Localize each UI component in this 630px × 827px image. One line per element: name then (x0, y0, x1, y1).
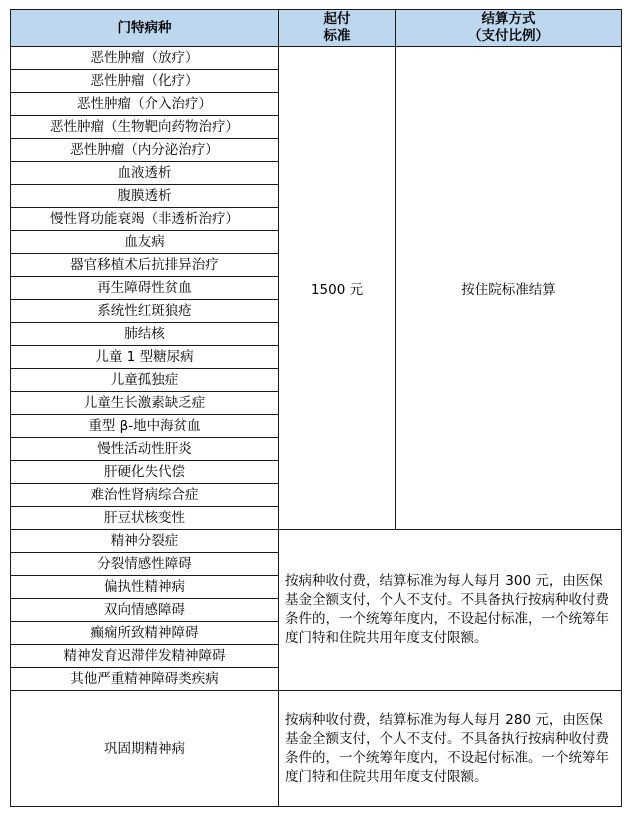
header-row (11, 10, 622, 47)
disease-cell: 儿童孤独症 (11, 369, 279, 392)
header-settlement (396, 10, 622, 47)
header-settlement-line2: （支付比例） (468, 28, 549, 44)
disease-cell: 血液透析 (11, 162, 279, 185)
disease-cell: 儿童生长激素缺乏症 (11, 392, 279, 415)
disease-cell: 慢性活动性肝炎 (11, 438, 279, 461)
disease-cell: 系统性红斑狼疮 (11, 300, 279, 323)
disease-cell: 精神发育迟滞伴发精神障碍 (11, 645, 279, 668)
policy-table (10, 9, 622, 807)
header-threshold-line1: 起付 (323, 11, 351, 27)
header-threshold (279, 10, 396, 47)
table-row (11, 691, 622, 807)
disease-cell: 巩固期精神病 (11, 691, 279, 807)
disease-cell: 精神分裂症 (11, 530, 279, 553)
header-threshold-line2: 标准 (323, 28, 351, 44)
disease-cell: 癫痫所致精神障碍 (11, 622, 279, 645)
header-settlement-line1: 结算方式 (481, 11, 536, 27)
table-row (11, 47, 622, 70)
disease-cell: 恶性肿瘤（内分泌治疗） (11, 139, 279, 162)
disease-cell: 恶性肿瘤（介入治疗） (11, 93, 279, 116)
settlement-description: 按病种收付费，结算标准为每人每月 280 元，由医保基金全额支付，个人不支付。不具备执行按病种收付费条件的，一个统筹年度内，不设起付标准。一个统筹年度门特和住院共用年度支付限额。 (279, 691, 622, 807)
settlement-description: 按病种收付费，结算标准为每人每月 300 元，由医保基金全额支付，个人不支付。不具备执行按病种收付费条件的，一个统筹年度内，不设起付标准，一个统筹年度门特和住院共用年度支付限额。 (279, 530, 622, 691)
disease-cell: 双向情感障碍 (11, 599, 279, 622)
disease-cell: 恶性肿瘤（化疗） (11, 70, 279, 93)
disease-cell: 肝豆状核变性 (11, 507, 279, 530)
disease-cell: 恶性肿瘤（生物靶向药物治疗） (11, 116, 279, 139)
disease-cell: 肺结核 (11, 323, 279, 346)
header-disease: 门特病种 (11, 10, 279, 47)
threshold-cell: 1500 元 (279, 47, 396, 530)
disease-cell: 儿童 1 型糖尿病 (11, 346, 279, 369)
disease-cell: 分裂情感性障碍 (11, 553, 279, 576)
disease-cell: 血友病 (11, 231, 279, 254)
disease-cell: 再生障碍性贫血 (11, 277, 279, 300)
disease-cell: 器官移植术后抗排异治疗 (11, 254, 279, 277)
disease-cell: 其他严重精神障碍类疾病 (11, 668, 279, 691)
disease-cell: 慢性肾功能衰竭（非透析治疗） (11, 208, 279, 231)
disease-cell: 肝硬化失代偿 (11, 461, 279, 484)
disease-cell: 难治性肾病综合症 (11, 484, 279, 507)
disease-cell: 偏执性精神病 (11, 576, 279, 599)
disease-cell: 腹膜透析 (11, 185, 279, 208)
settlement-cell: 按住院标准结算 (396, 47, 622, 530)
disease-cell: 重型 β-地中海贫血 (11, 415, 279, 438)
disease-cell: 恶性肿瘤（放疗） (11, 47, 279, 70)
table-row (11, 530, 622, 553)
